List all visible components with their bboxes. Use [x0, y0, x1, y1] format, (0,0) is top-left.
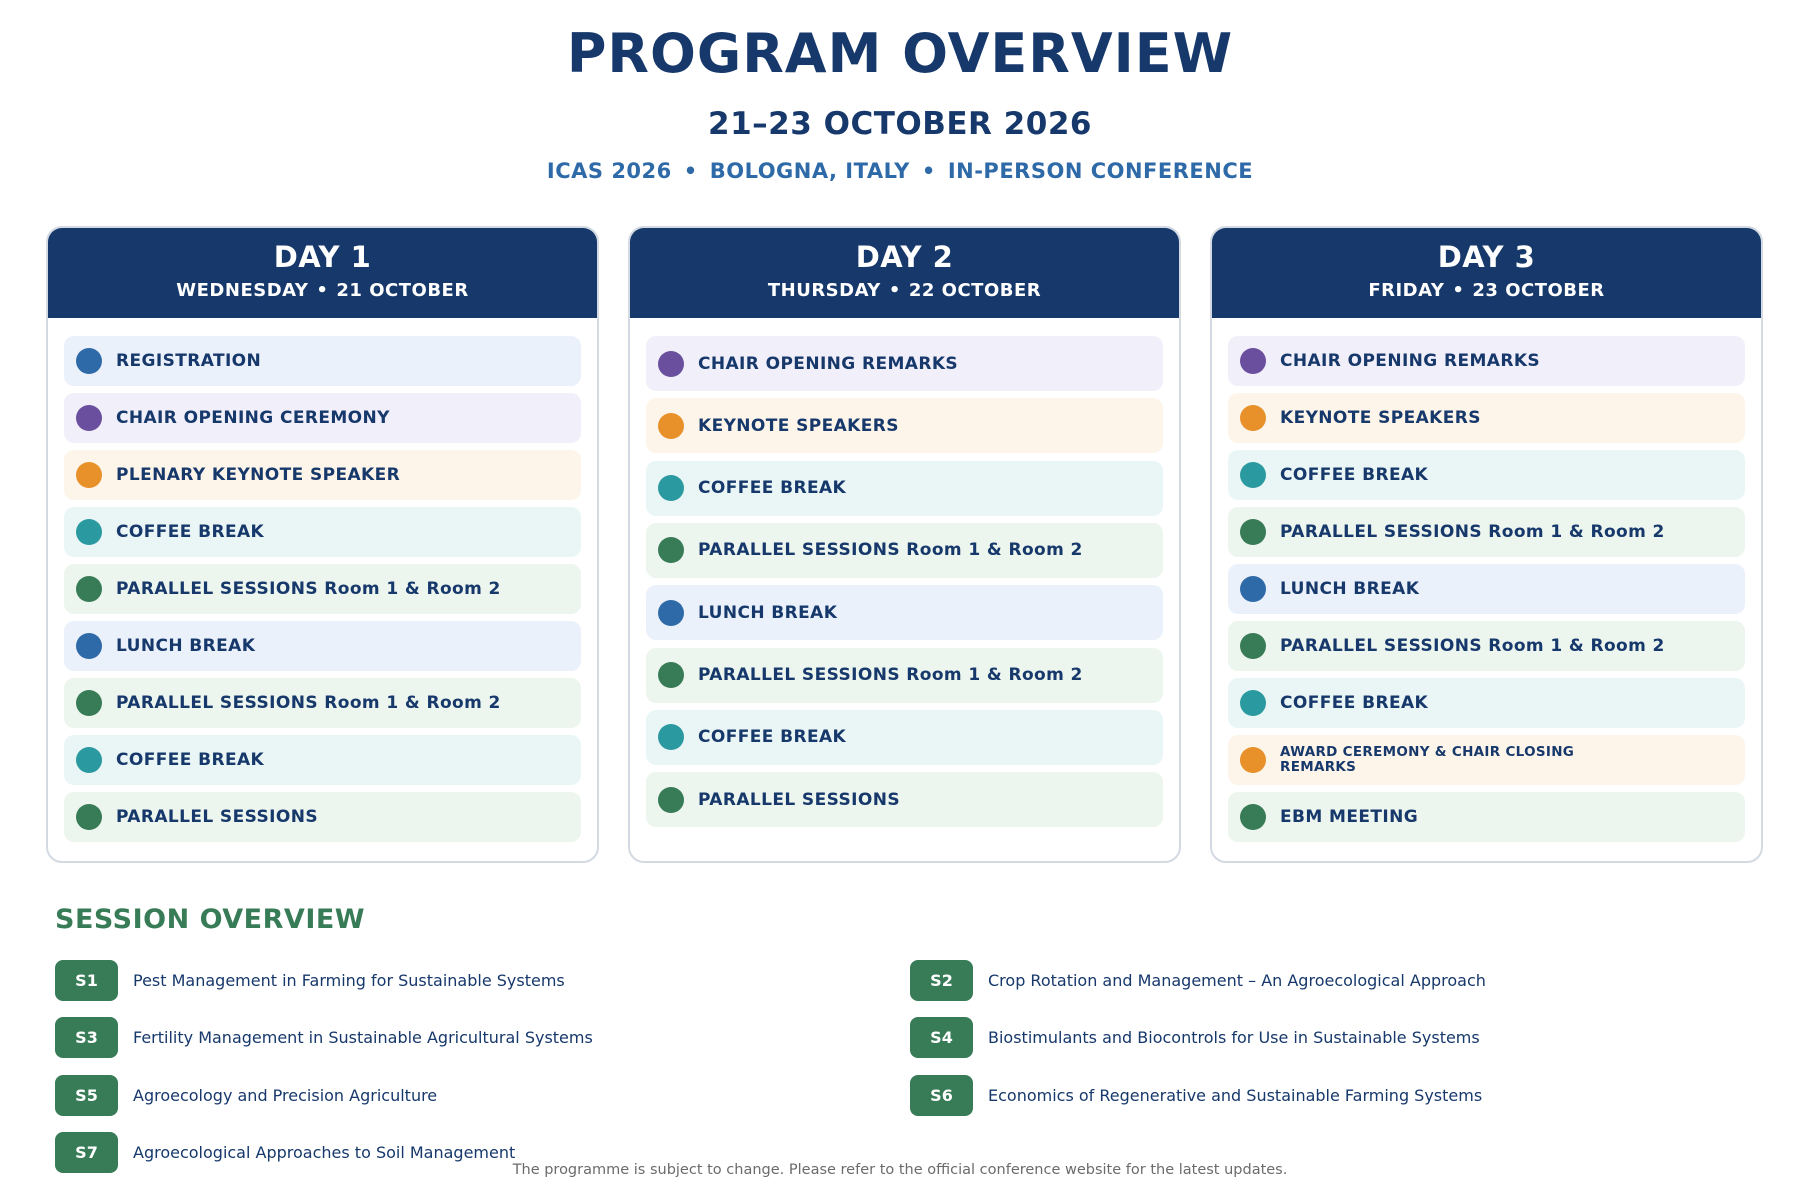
session-code-badge: S3 [55, 1017, 118, 1058]
session-entry [55, 1075, 437, 1116]
separator-dot: • [683, 159, 698, 183]
schedule-item [1228, 678, 1745, 728]
schedule-item-label: CHAIR OPENING REMARKS [1280, 351, 1541, 371]
day-header [1212, 228, 1761, 318]
category-dot-icon [76, 804, 102, 830]
session-entry [55, 1017, 593, 1058]
session-code-badge: S6 [910, 1075, 973, 1116]
schedule-item [64, 393, 581, 443]
category-dot-icon [1240, 348, 1266, 374]
session-code-badge: S1 [55, 960, 118, 1001]
category-dot-icon [658, 413, 684, 439]
schedule-item [646, 710, 1163, 765]
schedule-item-label: PARALLEL SESSIONS Room 1 & Room 2 [698, 665, 1083, 685]
schedule-item-label: PARALLEL SESSIONS Room 1 & Room 2 [1280, 636, 1665, 656]
day-name: DAY 1 [273, 240, 372, 274]
session-code-badge: S2 [910, 960, 973, 1001]
session-entry [910, 1017, 1480, 1058]
schedule-item [64, 564, 581, 614]
category-dot-icon [76, 405, 102, 431]
category-dot-icon [76, 348, 102, 374]
day-date [630, 280, 1179, 301]
schedule-item-label: PARALLEL SESSIONS Room 1 & Room 2 [116, 579, 501, 599]
category-dot-icon [1240, 747, 1266, 773]
category-dot-icon [76, 690, 102, 716]
conference-format: IN-PERSON CONFERENCE [947, 159, 1254, 183]
category-dot-icon [1240, 462, 1266, 488]
category-dot-icon [1240, 804, 1266, 830]
category-dot-icon [658, 662, 684, 688]
category-dot-icon [658, 787, 684, 813]
schedule-item [64, 678, 581, 728]
session-entry [910, 960, 1486, 1001]
schedule-item-label: PARALLEL SESSIONS [116, 807, 318, 827]
schedule-item-label: PARALLEL SESSIONS [698, 789, 900, 810]
category-dot-icon [76, 519, 102, 545]
schedule-item [646, 523, 1163, 578]
day-card-1 [46, 226, 599, 863]
day-calendar-date: 21 OCTOBER [336, 280, 469, 301]
session-name: Agroecology and Precision Agriculture [133, 1085, 438, 1105]
schedule-item-label: COFFEE BREAK [1280, 465, 1429, 485]
schedule-item-label: CHAIR OPENING REMARKS [698, 353, 959, 374]
session-name: Agroecological Approaches to Soil Management [133, 1142, 516, 1162]
day-name: DAY 3 [1437, 240, 1536, 274]
day-weekday: THURSDAY [767, 280, 881, 301]
schedule-item-label: KEYNOTE SPEAKERS [698, 415, 899, 436]
day-header [630, 228, 1179, 318]
separator-dot: • [888, 280, 901, 301]
schedule-item-label: PARALLEL SESSIONS Room 1 & Room 2 [1280, 522, 1665, 542]
schedule-item-label: CHAIR OPENING CEREMONY [116, 408, 390, 428]
schedule-item [64, 450, 581, 500]
schedule-item-label: PLENARY KEYNOTE SPEAKER [116, 465, 401, 485]
schedule-item-label: LUNCH BREAK [1280, 579, 1420, 599]
footnote: The programme is subject to change. Please refer to the official conference website for the latest updates. [512, 1162, 1288, 1178]
separator-dot: • [316, 280, 329, 301]
session-name: Crop Rotation and Management – An Agroecological Approach [988, 971, 1486, 990]
session-code-badge: S4 [910, 1017, 973, 1058]
page-title: PROGRAM OVERVIEW [566, 22, 1234, 85]
day-weekday: WEDNESDAY [176, 280, 309, 301]
session-code-badge: S7 [55, 1132, 118, 1173]
category-dot-icon [1240, 519, 1266, 545]
category-dot-icon [76, 462, 102, 488]
day-header [48, 228, 597, 318]
event-dates: 21–23 OCTOBER 2026 [708, 106, 1092, 142]
schedule-item-label: AWARD CEREMONY & CHAIR CLOSING REMARKS [1280, 744, 1575, 775]
schedule-item [1228, 792, 1745, 842]
conference-location: BOLOGNA, ITALY [709, 159, 910, 183]
schedule-item [1228, 336, 1745, 386]
schedule-item [646, 772, 1163, 827]
session-entry [910, 1075, 1482, 1116]
session-overview-title: SESSION OVERVIEW [55, 904, 366, 935]
separator-dot: • [921, 159, 936, 183]
session-name: Biostimulants and Biocontrols for Use in Sustainable Systems [988, 1028, 1480, 1048]
schedule-item [64, 792, 581, 842]
schedule-item [64, 735, 581, 785]
separator-dot: • [1452, 280, 1465, 301]
schedule-item-label: COFFEE BREAK [116, 750, 265, 770]
schedule-item-label: LUNCH BREAK [116, 636, 256, 656]
schedule-item-label: PARALLEL SESSIONS Room 1 & Room 2 [698, 540, 1083, 561]
day-date [48, 280, 597, 301]
schedule-item [646, 585, 1163, 640]
schedule-item [646, 336, 1163, 391]
schedule-item [1228, 507, 1745, 557]
category-dot-icon [1240, 576, 1266, 602]
category-dot-icon [658, 537, 684, 563]
category-dot-icon [1240, 690, 1266, 716]
category-dot-icon [658, 475, 684, 501]
schedule-item-label: PARALLEL SESSIONS Room 1 & Room 2 [116, 693, 501, 713]
schedule-item-label: COFFEE BREAK [1280, 693, 1429, 713]
schedule-item [1228, 621, 1745, 671]
schedule-item-label: COFFEE BREAK [698, 727, 847, 748]
conference-name: ICAS 2026 [546, 159, 672, 183]
schedule-item [1228, 735, 1745, 785]
category-dot-icon [76, 747, 102, 773]
category-dot-icon [658, 600, 684, 626]
category-dot-icon [1240, 405, 1266, 431]
day-card-2 [628, 226, 1181, 863]
day-date [1212, 280, 1761, 301]
category-dot-icon [658, 351, 684, 377]
day-name: DAY 2 [855, 240, 954, 274]
day-weekday: FRIDAY [1368, 280, 1445, 301]
category-dot-icon [76, 633, 102, 659]
schedule-item-label: COFFEE BREAK [116, 522, 265, 542]
schedule-item-label: KEYNOTE SPEAKERS [1280, 408, 1481, 428]
session-entry [55, 960, 565, 1001]
day-card-3 [1210, 226, 1763, 863]
schedule-item [646, 461, 1163, 516]
schedule-item [646, 398, 1163, 453]
session-name: Fertility Management in Sustainable Agricultural Systems [133, 1028, 593, 1048]
category-dot-icon [1240, 633, 1266, 659]
category-dot-icon [76, 576, 102, 602]
schedule-item [64, 621, 581, 671]
schedule-item-label: REGISTRATION [116, 351, 262, 371]
schedule-item [64, 336, 581, 386]
schedule-item-label: LUNCH BREAK [698, 602, 838, 623]
schedule-item [64, 507, 581, 557]
schedule-item [646, 648, 1163, 703]
session-code-badge: S5 [55, 1075, 118, 1116]
session-name: Economics of Regenerative and Sustainable Farming Systems [988, 1085, 1483, 1105]
category-dot-icon [658, 724, 684, 750]
day-calendar-date: 22 OCTOBER [908, 280, 1042, 301]
schedule-item [1228, 564, 1745, 614]
session-name: Pest Management in Farming for Sustainable Systems [133, 971, 565, 990]
schedule-item [1228, 393, 1745, 443]
schedule-item [1228, 450, 1745, 500]
schedule-item-label: EBM MEETING [1280, 807, 1419, 827]
day-calendar-date: 23 OCTOBER [1472, 280, 1605, 301]
schedule-item-label: COFFEE BREAK [698, 478, 847, 499]
event-subtitle [0, 159, 1800, 183]
